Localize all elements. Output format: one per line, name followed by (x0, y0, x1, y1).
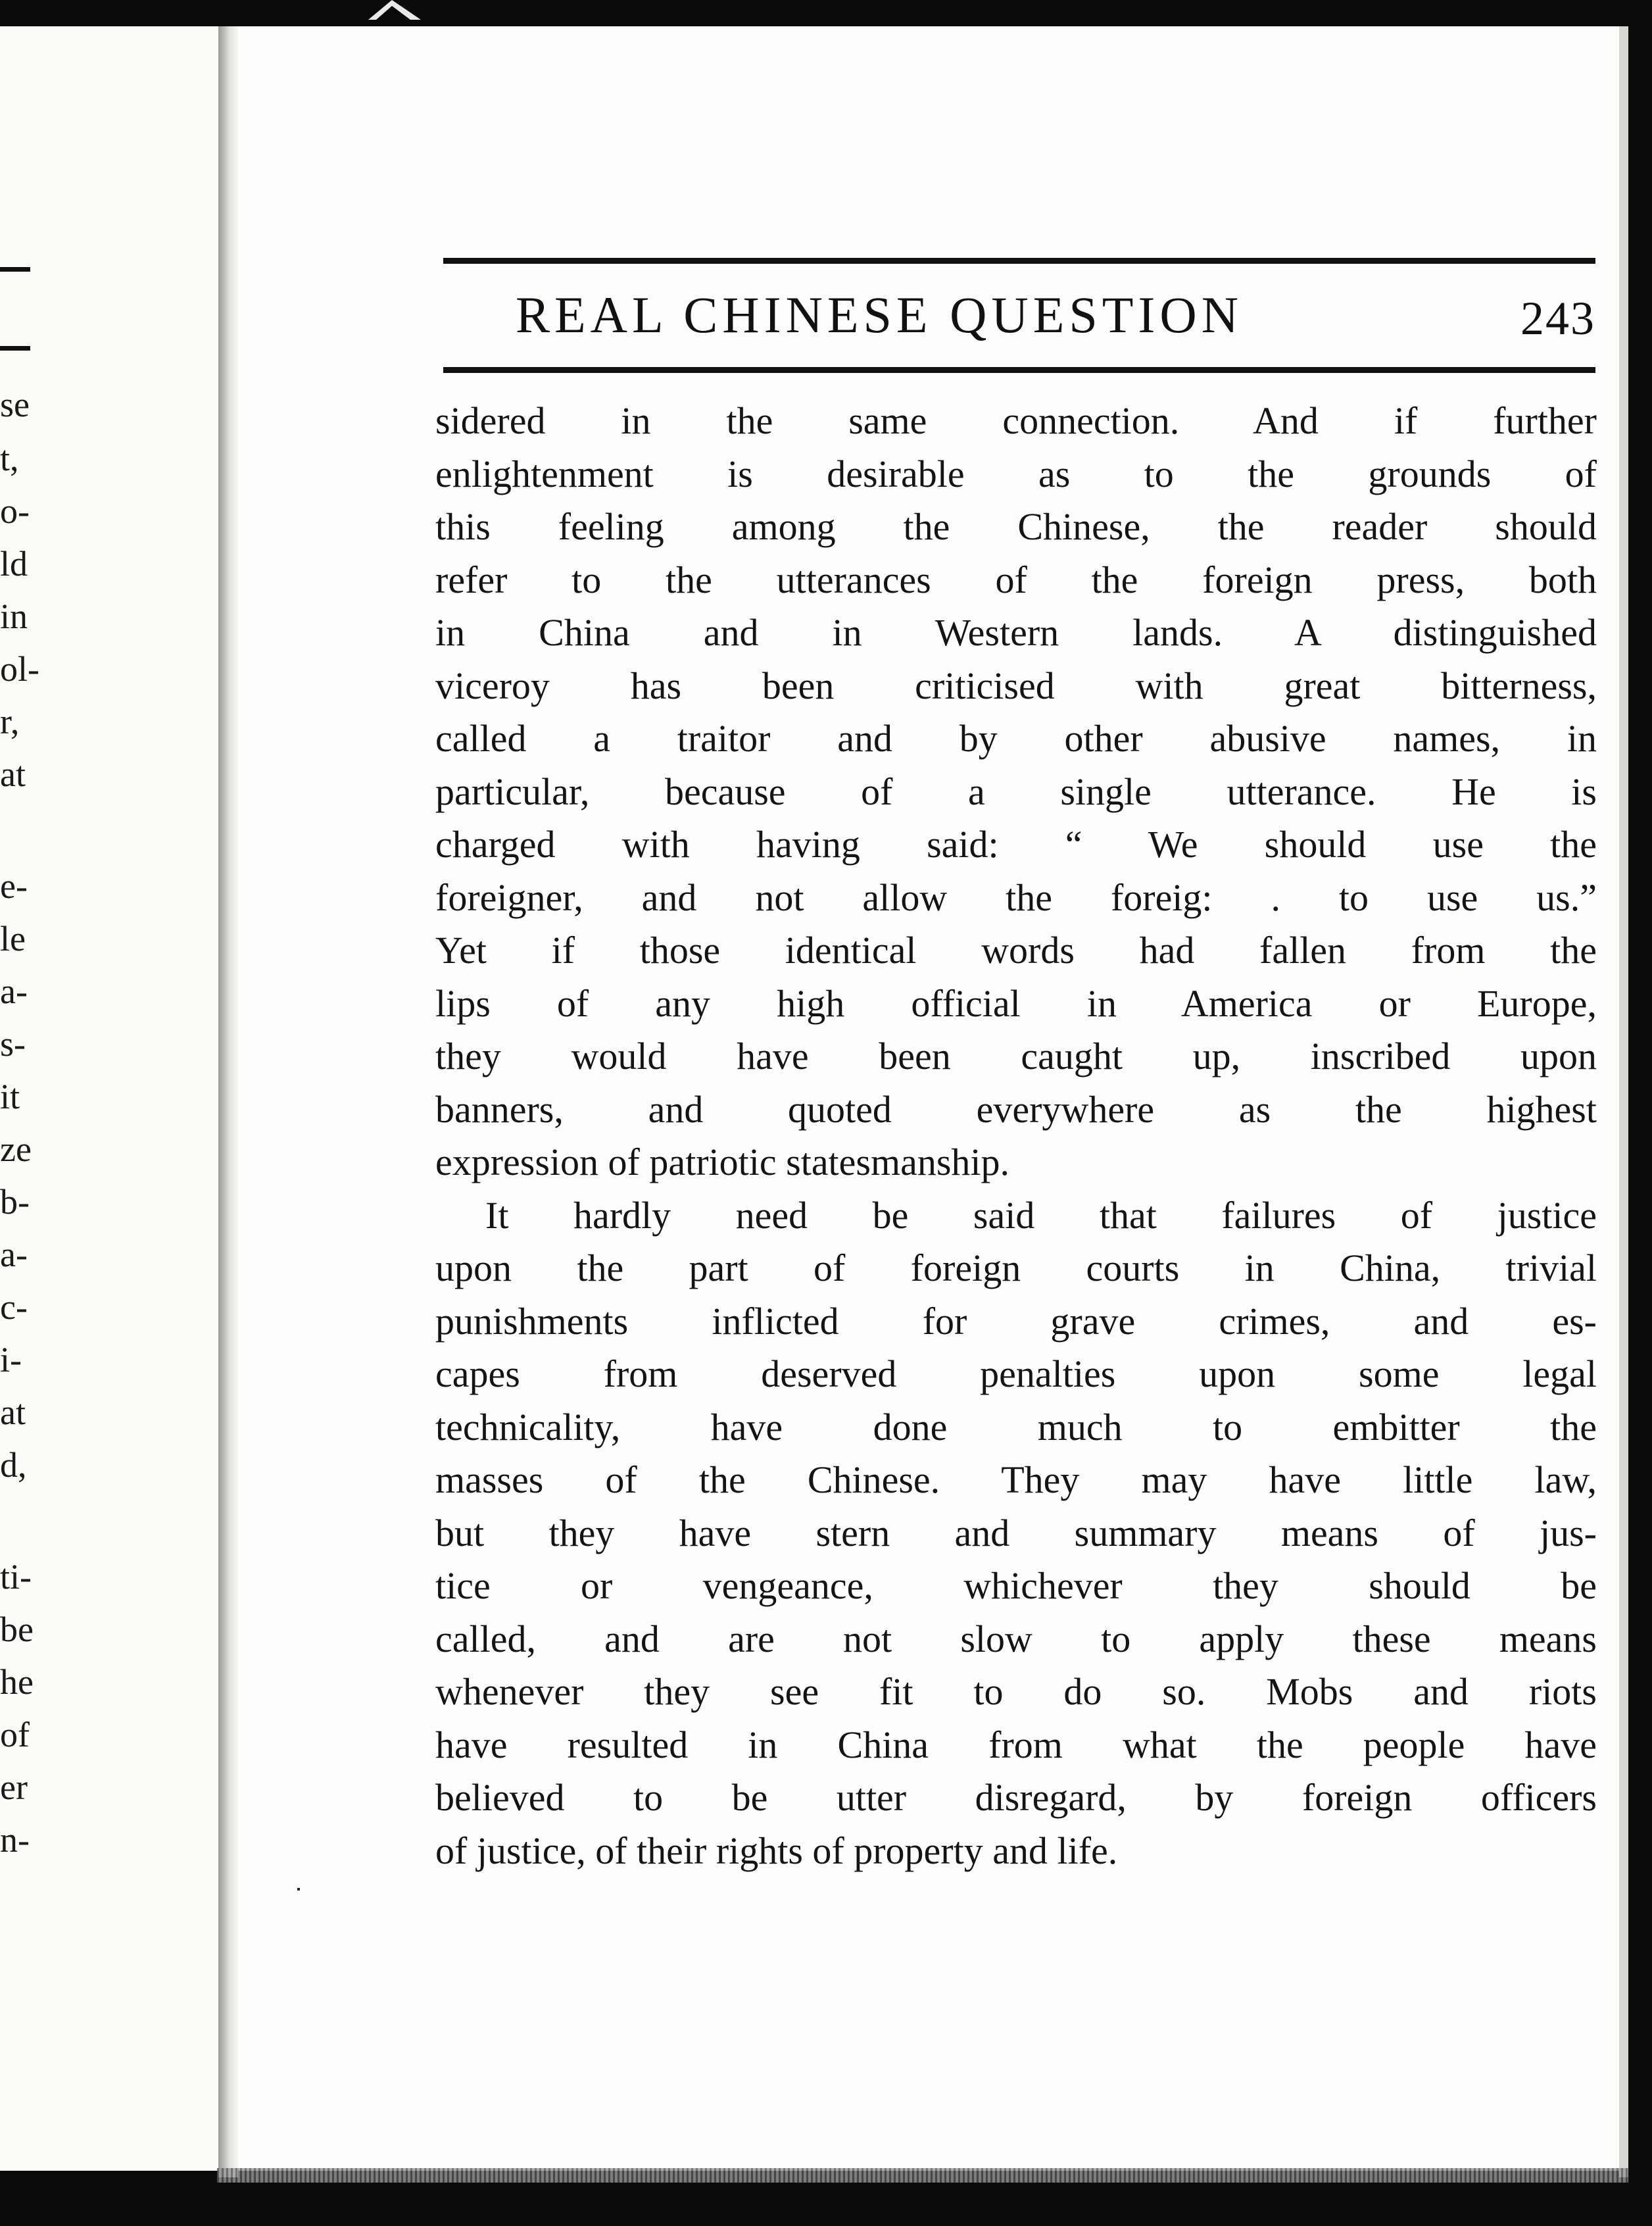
left-page-line-fragment: t, (0, 439, 19, 478)
text-line: tice or vengeance, whichever they should be (435, 1564, 1597, 1607)
left-page-header-rule-bottom (0, 346, 30, 351)
text-line: particular, because of a single utterance. He is (435, 770, 1597, 813)
book-gutter (218, 26, 238, 2177)
text-line: charged with having said: “ We should use the (435, 823, 1597, 866)
text-line: viceroy has been criticised with great bitterness, (435, 664, 1597, 707)
left-facing-page (0, 26, 234, 2171)
left-page-line-fragment: s- (0, 1024, 26, 1064)
left-page-line-fragment: e- (0, 866, 28, 906)
text-line: they would have been caught up, inscribed upon (435, 1035, 1597, 1077)
left-page-line-fragment: a- (0, 1235, 28, 1274)
text-line: but they have stern and summary means of jus- (435, 1511, 1597, 1554)
left-page-line-fragment: o- (0, 491, 30, 531)
text-line: expression of patriotic statesmanship. (435, 1141, 1010, 1183)
right-page-edge (1619, 26, 1628, 2177)
left-page-line-fragment: b- (0, 1182, 30, 1222)
header-rule-bottom (443, 367, 1595, 373)
text-line: banners, and quoted everywhere as the highest (435, 1087, 1597, 1131)
text-line: technicality, have done much to embitter the (435, 1405, 1597, 1448)
left-page-line-fragment: le (0, 919, 26, 958)
running-head (443, 286, 1595, 362)
text-line: refer to the utterances of the foreign press, both (435, 558, 1597, 601)
text-line: It hardly need be said that failures of justice (485, 1193, 1597, 1237)
left-page-line-fragment: he (0, 1662, 34, 1702)
text-line: lips of any high official in America or Europe, (435, 981, 1597, 1025)
page-number: 243 (1520, 292, 1595, 345)
left-page-line-fragment: c- (0, 1287, 28, 1327)
left-page-line-fragment: ol- (0, 649, 39, 689)
text-line: whenever they see fit to do so. Mobs and riots (435, 1670, 1597, 1713)
text-line: called a traitor and by other abusive names, in (435, 717, 1597, 760)
left-page-line-fragment: ld (0, 544, 28, 583)
running-title: REAL CHINESE QUESTION (516, 286, 1244, 343)
text-line: called, and are not slow to apply these means (435, 1617, 1597, 1660)
header-rule-top (443, 258, 1595, 264)
text-line: of justice, of their rights of property and life. (435, 1829, 1118, 1872)
text-line: this feeling among the Chinese, the reader should (435, 505, 1597, 548)
left-page-line-fragment: er (0, 1768, 28, 1807)
left-page-line-fragment: n- (0, 1820, 30, 1860)
left-page-header-rule-top (0, 267, 30, 272)
left-page-line-fragment: it (0, 1077, 20, 1116)
left-page-line-fragment: at (0, 1393, 26, 1432)
page-stack-edge (217, 2168, 1628, 2183)
left-page-line-fragment: a- (0, 972, 28, 1011)
scan-speck (297, 1888, 300, 1891)
text-line: masses of the Chinese. They may have little law, (435, 1458, 1597, 1501)
left-page-line-fragment: of (0, 1715, 30, 1754)
body-text (435, 395, 1597, 1877)
text-line: foreigner, and not allow the foreig: . to use us.” (435, 876, 1597, 919)
left-page-line-fragment: d, (0, 1445, 27, 1485)
text-line: believed to be utter disregard, by foreign officers (435, 1776, 1597, 1819)
text-line: enlightenment is desirable as to the grounds of (435, 452, 1597, 495)
text-line: Yet if those identical words had fallen from the (435, 929, 1597, 972)
text-line: sidered in the same connection. And if further (435, 399, 1597, 442)
left-page-line-fragment: be (0, 1610, 34, 1649)
left-page-line-fragment: at (0, 754, 26, 794)
left-page-line-fragment: ze (0, 1129, 32, 1169)
text-line: upon the part of foreign courts in China, trivial (435, 1247, 1597, 1289)
left-page-line-fragment: se (0, 385, 30, 424)
text-line: have resulted in China from what the people have (435, 1723, 1597, 1766)
left-page-line-fragment: i- (0, 1340, 22, 1379)
left-page-line-fragment: in (0, 597, 28, 636)
left-page-line-fragment: r, (0, 702, 20, 741)
text-line: capes from deserved penalties upon some legal (435, 1352, 1597, 1395)
text-line: in China and in Western lands. A distinguished (435, 611, 1597, 654)
left-page-line-fragment: ti- (0, 1557, 32, 1596)
text-line: punishments inflicted for grave crimes, and es- (435, 1299, 1597, 1343)
paper-corner-artifact (368, 0, 421, 20)
